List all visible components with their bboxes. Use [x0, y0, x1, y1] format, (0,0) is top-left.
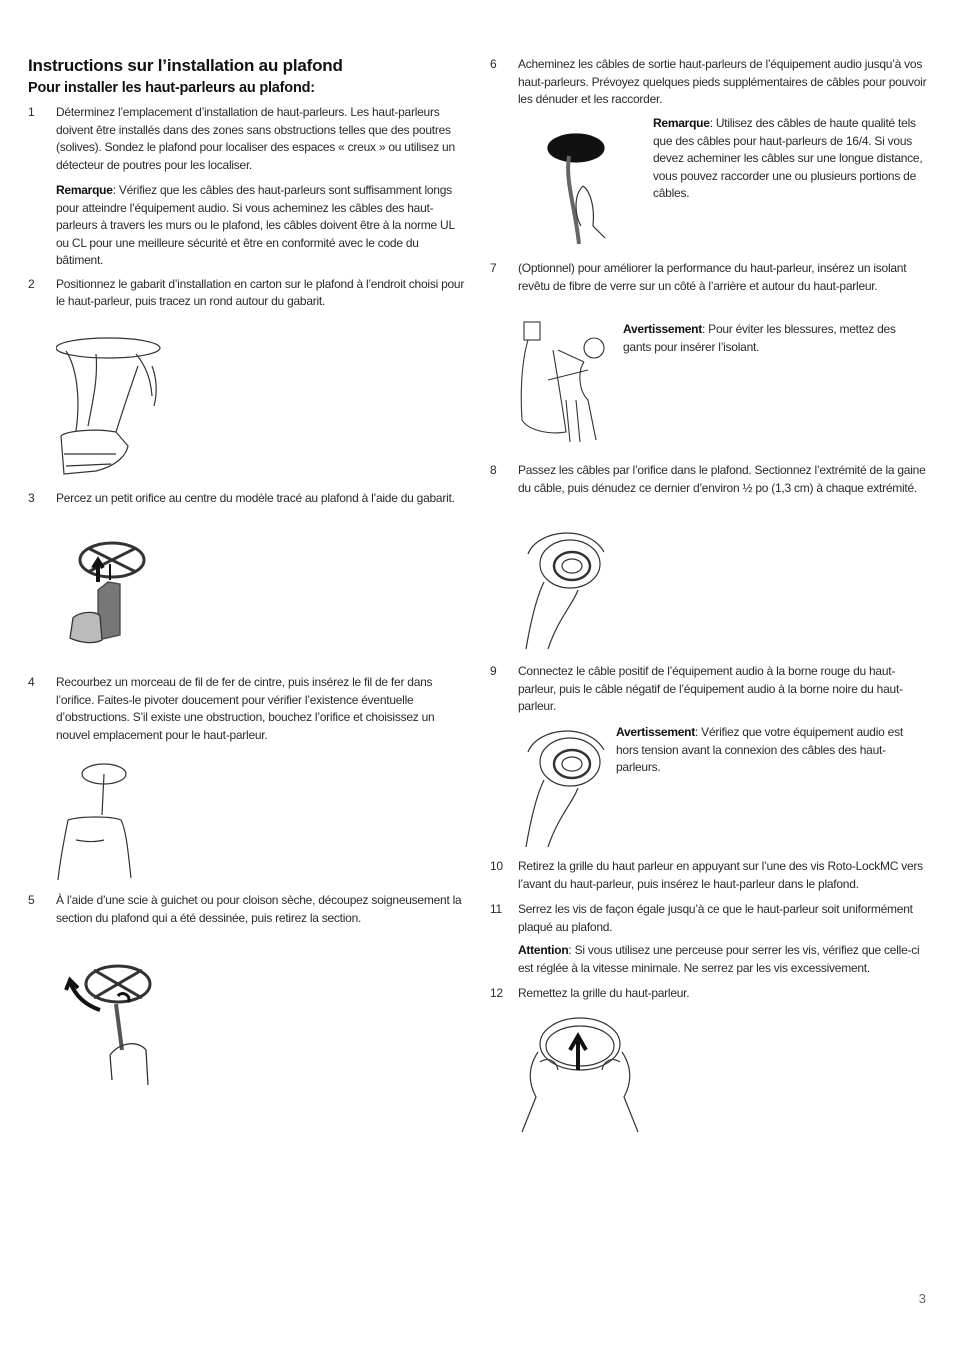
- left-column-step3: [28, 490, 468, 508]
- figure-cable-illustration: [545, 126, 615, 251]
- step-text: Connectez le câble positif de l’équipement audio à la borne rouge du haut-parleur, puis le câble négatif de l’équipement audio à la borne noire du haut-parleur.: [518, 664, 903, 713]
- right-column-step7: [490, 260, 930, 295]
- step-9: [490, 663, 930, 716]
- note-label: Remarque: [56, 183, 113, 197]
- step-9-note: [616, 724, 924, 777]
- figure-speaker-wiring-illustration: [518, 524, 610, 654]
- step-1: [28, 104, 468, 270]
- step-number: 2: [28, 276, 35, 291]
- step-7-note: [623, 321, 923, 356]
- right-column-step8: [490, 462, 930, 497]
- step-10: [490, 858, 930, 893]
- figure-drill-illustration: [68, 540, 148, 655]
- figure-speaker-terminal-illustration: [518, 722, 610, 852]
- note-text: : Utilisez des câbles de haute qualité tels que des câbles pour haut-parleurs de 16/4. Si vous devez acheminer les câbles sur une longue distance, vous pouvez raccorder une ou plusieurs portions de câbles.: [653, 116, 923, 200]
- note-text: : Si vous utilisez une perceuse pour serrer les vis, vérifiez que celle-ci est réglée à la vitesse minimale. Ne serrez par les vis excessivement.: [518, 943, 920, 975]
- step-6: [490, 56, 930, 109]
- note-text: : Pour éviter les blessures, mettez des gants pour insérer l’isolant.: [623, 322, 896, 354]
- step-number: 6: [490, 57, 497, 71]
- step-11-note: [518, 942, 930, 977]
- step-text: Percez un petit orifice au centre du modèle tracé au plafond à l’aide du gabarit.: [56, 491, 455, 505]
- page-title: Instructions sur l’installation au plafond: [28, 56, 343, 75]
- step-text: Recourbez un morceau de fil de fer de cintre, puis insérez le fil de fer dans l’orifice. Faites-le pivoter doucement pour vérifier l’existence éventuelle d’obstructions. S’il existe une obstruction, bouchez l’orifice et choisissez un nouvel emplacement pour le haut-parleur.: [56, 675, 435, 742]
- step-text: Déterminez l’emplacement d’installation de haut-parleurs. Les haut-parleurs doivent être installés dans des zones sans obstructions telles que des poutres (solives). Sondez le plafond pour localiser des espaces « creux » ou utilisez un détecteur de poutres pour les localiser.: [56, 105, 455, 172]
- note-label: Remarque: [653, 116, 710, 130]
- step-number: 10: [490, 859, 503, 873]
- figure-template-illustration: [56, 336, 166, 481]
- step-text: Retirez la grille du haut parleur en appuyant sur l’une des vis Roto-LockMC vers l’avant du haut-parleur, puis insérez le haut-parleur dans le plafond.: [518, 859, 923, 891]
- step-3: [28, 490, 468, 508]
- step-5: [28, 892, 468, 927]
- step-number: 7: [490, 261, 497, 275]
- step-text: Remettez la grille du haut-parleur.: [518, 986, 690, 1000]
- step-8: [490, 462, 930, 497]
- left-column-step5: [28, 892, 468, 927]
- step-2: [28, 276, 468, 311]
- left-column-step4: [28, 674, 468, 744]
- step-11: [490, 901, 930, 977]
- section-subtitle: Pour installer les haut-parleurs au plafond:: [28, 80, 315, 96]
- figure-insulation-illustration: [518, 320, 613, 448]
- note-text: : Vérifiez que votre équipement audio est hors tension avant la connexion des câbles des haut-parleurs.: [616, 725, 903, 774]
- step-text: (Optionnel) pour améliorer la performance du haut-parleur, insérez un isolant revêtu de fibre de verre sur un côté à l’arrière et autour du haut-parleur.: [518, 261, 907, 293]
- figure-grille-illustration: [518, 1012, 643, 1137]
- note-label: Avertissement: [623, 322, 703, 336]
- figure-saw-illustration: [60, 960, 160, 1090]
- step-text: Positionnez le gabarit d’installation en carton sur le plafond à l’endroit choisi pour le haut-parleur, puis tracez un rond autour du gabarit.: [56, 276, 465, 308]
- left-column: [28, 52, 468, 311]
- step-4: [28, 674, 468, 744]
- page-number: 3: [918, 1291, 926, 1306]
- step-number: 4: [28, 675, 35, 689]
- note-label: Avertissement: [616, 725, 696, 739]
- step-text: Passez les câbles par l’orifice dans le plafond. Sectionnez l’extrémité de la gaine du câble, puis dénudez ce dernier d’environ ½ po (1,3 cm) à chaque extrémité.: [518, 463, 926, 495]
- step-number: 1: [28, 105, 35, 119]
- step-1-note: [56, 182, 468, 270]
- step-6-note: [653, 115, 931, 203]
- step-number: 8: [490, 463, 497, 477]
- step-12: [490, 985, 930, 1003]
- step-number: 5: [28, 893, 35, 907]
- step-number: 3: [28, 491, 35, 505]
- step-7: [490, 260, 930, 295]
- note-text: : Vérifiez que les câbles des haut-parleurs sont suffisamment longs pour atteindre l’équipement audio. Si vous acheminez les câbles des haut-parleurs à travers les murs ou le plafond, les câbles doivent être à la norme UL ou CL pour une meilleure sécurité et être en conformité avec le code du bâtiment.: [56, 183, 455, 267]
- step-text: À l’aide d’une scie à guichet ou pour cloison sèche, découpez soigneusement la section du plafond qui a été dessinée, puis retirez la section.: [56, 893, 462, 925]
- right-column-steps10-12: [490, 858, 930, 1003]
- right-column-step9: [490, 663, 930, 716]
- step-number: 9: [490, 664, 497, 678]
- step-text: Acheminez les câbles de sortie haut-parleurs de l’équipement audio jusqu’à vos haut-parleurs. Prévoyez quelques pieds supplémentaires de câbles pour pouvoir les dénuder et les raccorder.: [518, 57, 927, 106]
- step-number: 11: [490, 902, 502, 916]
- right-column-step6: [490, 56, 930, 109]
- step-number: 12: [490, 986, 503, 1000]
- note-label: Attention: [518, 943, 569, 957]
- step-text: Serrez les vis de façon égale jusqu’à ce que le haut-parleur soit uniformément plaqué au plafond.: [518, 902, 913, 934]
- figure-wire-illustration: [56, 760, 136, 890]
